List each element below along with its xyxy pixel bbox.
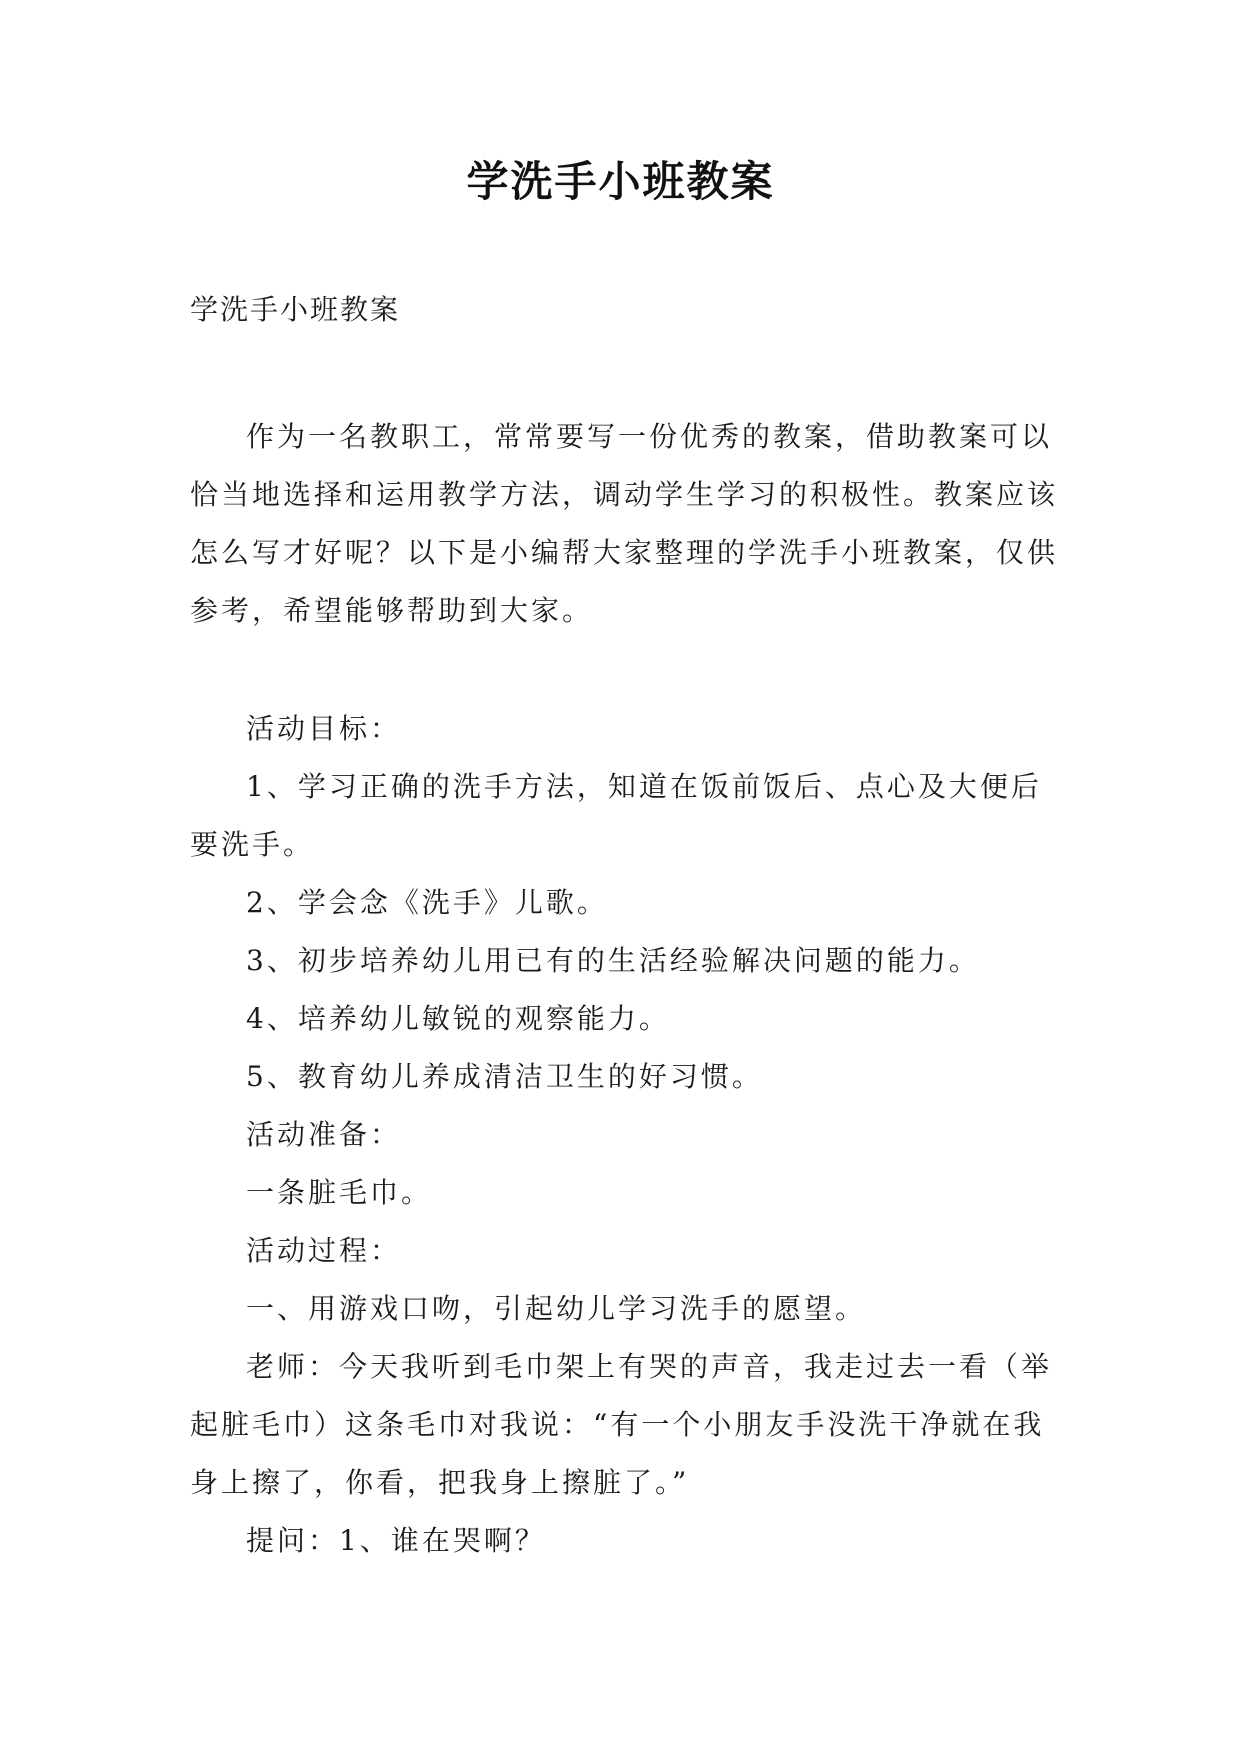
process-step: 一、用游戏口吻，引起幼儿学习洗手的愿望。 bbox=[246, 1292, 867, 1325]
goal-item: 5、教育幼儿养成清洁卫生的好习惯。 bbox=[246, 1060, 763, 1093]
goal-item: 1、学习正确的洗手方法，知道在饭前饭后、点心及大便后要洗手。 bbox=[190, 770, 1042, 861]
section-heading-goals: 活动目标： bbox=[246, 712, 402, 745]
document-subtitle: 学洗手小班教案 bbox=[190, 293, 401, 326]
section-heading-process: 活动过程： bbox=[246, 1234, 402, 1267]
document-title: 学洗手小班教案 bbox=[466, 157, 775, 206]
question-item: 提问：1、谁在哭啊？ bbox=[246, 1524, 546, 1557]
goal-item: 2、学会念《洗手》儿歌。 bbox=[246, 886, 608, 919]
goal-item: 3、初步培养幼儿用已有的生活经验解决问题的能力。 bbox=[246, 944, 980, 977]
document-body bbox=[190, 700, 1070, 1570]
goal-item: 4、培养幼儿敏锐的观察能力。 bbox=[246, 1002, 670, 1035]
preparation-item: 一条脏毛巾。 bbox=[246, 1176, 433, 1209]
intro-paragraph: 作为一名教职工，常常要写一份优秀的教案，借助教案可以恰当地选择和运用教学方法，调动学生学习的积极性。教案应该怎么写才好呢？以下是小编帮大家整理的学洗手小班教案，仅供参考，希望能够帮助到大家。 bbox=[190, 420, 1059, 627]
section-heading-preparation: 活动准备： bbox=[246, 1118, 402, 1151]
teacher-dialogue: 老师：今天我听到毛巾架上有哭的声音，我走过去一看（举起脏毛巾）这条毛巾对我说：“有一个小朋友手没洗干净就在我身上擦了，你看，把我身上擦脏了。” bbox=[190, 1350, 1053, 1499]
